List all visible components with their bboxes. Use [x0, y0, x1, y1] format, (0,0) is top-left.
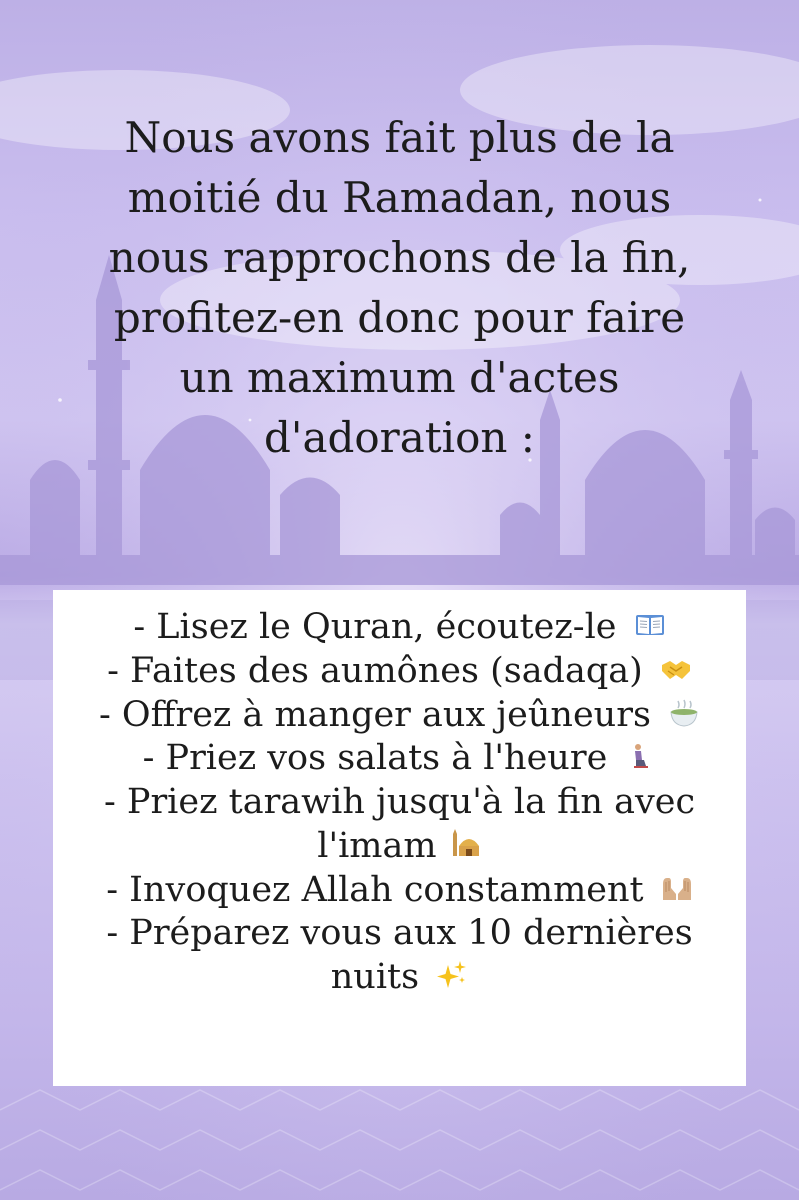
- soup-bowl-icon: [668, 697, 700, 729]
- list-item-text: nuits: [330, 957, 420, 997]
- kneeling-person-icon: [624, 740, 656, 772]
- list-item: [53, 825, 746, 869]
- list-item-text: - Priez vos salats à l'heure: [142, 738, 608, 779]
- handshake-icon: [660, 653, 692, 685]
- list-item-text: l'imam: [317, 825, 437, 866]
- list-item: [53, 694, 746, 738]
- list-item-text: - Offrez à manger aux jeûneurs: [98, 694, 651, 735]
- headline-text: [40, 108, 759, 468]
- list-item: [53, 650, 746, 694]
- headline-line: profitez-en donc pour faire: [113, 293, 686, 343]
- checklist-card: [53, 590, 746, 1086]
- list-item-text: - Priez tarawih jusqu'à la fin avec: [103, 782, 696, 822]
- list-item-text: - Faites des aumônes (sadaqa): [107, 650, 643, 691]
- list-item: [53, 912, 746, 956]
- list-item: [53, 737, 746, 781]
- headline-line: nous rapprochons de la fin,: [108, 233, 691, 283]
- headline-line: un maximum d'actes: [179, 353, 620, 403]
- list-item-text: - Préparez vous aux 10 dernières: [106, 913, 693, 954]
- sparkles-icon: [436, 959, 468, 991]
- list-item: [53, 606, 746, 650]
- list-item: [53, 781, 746, 825]
- list-item: [53, 956, 746, 1000]
- list-item-text: - Invoquez Allah constamment: [106, 869, 644, 910]
- headline-line: d'adoration :: [264, 413, 535, 463]
- open-book-icon: [634, 609, 666, 641]
- headline-line: moitié du Ramadan, nous: [127, 173, 672, 223]
- list-item: [53, 869, 746, 913]
- headline-line: Nous avons fait plus de la: [124, 113, 675, 162]
- list-item-text: - Lisez le Quran, écoutez-le: [133, 607, 617, 647]
- mosque-icon: [450, 828, 482, 860]
- palms-up-icon: [661, 872, 693, 904]
